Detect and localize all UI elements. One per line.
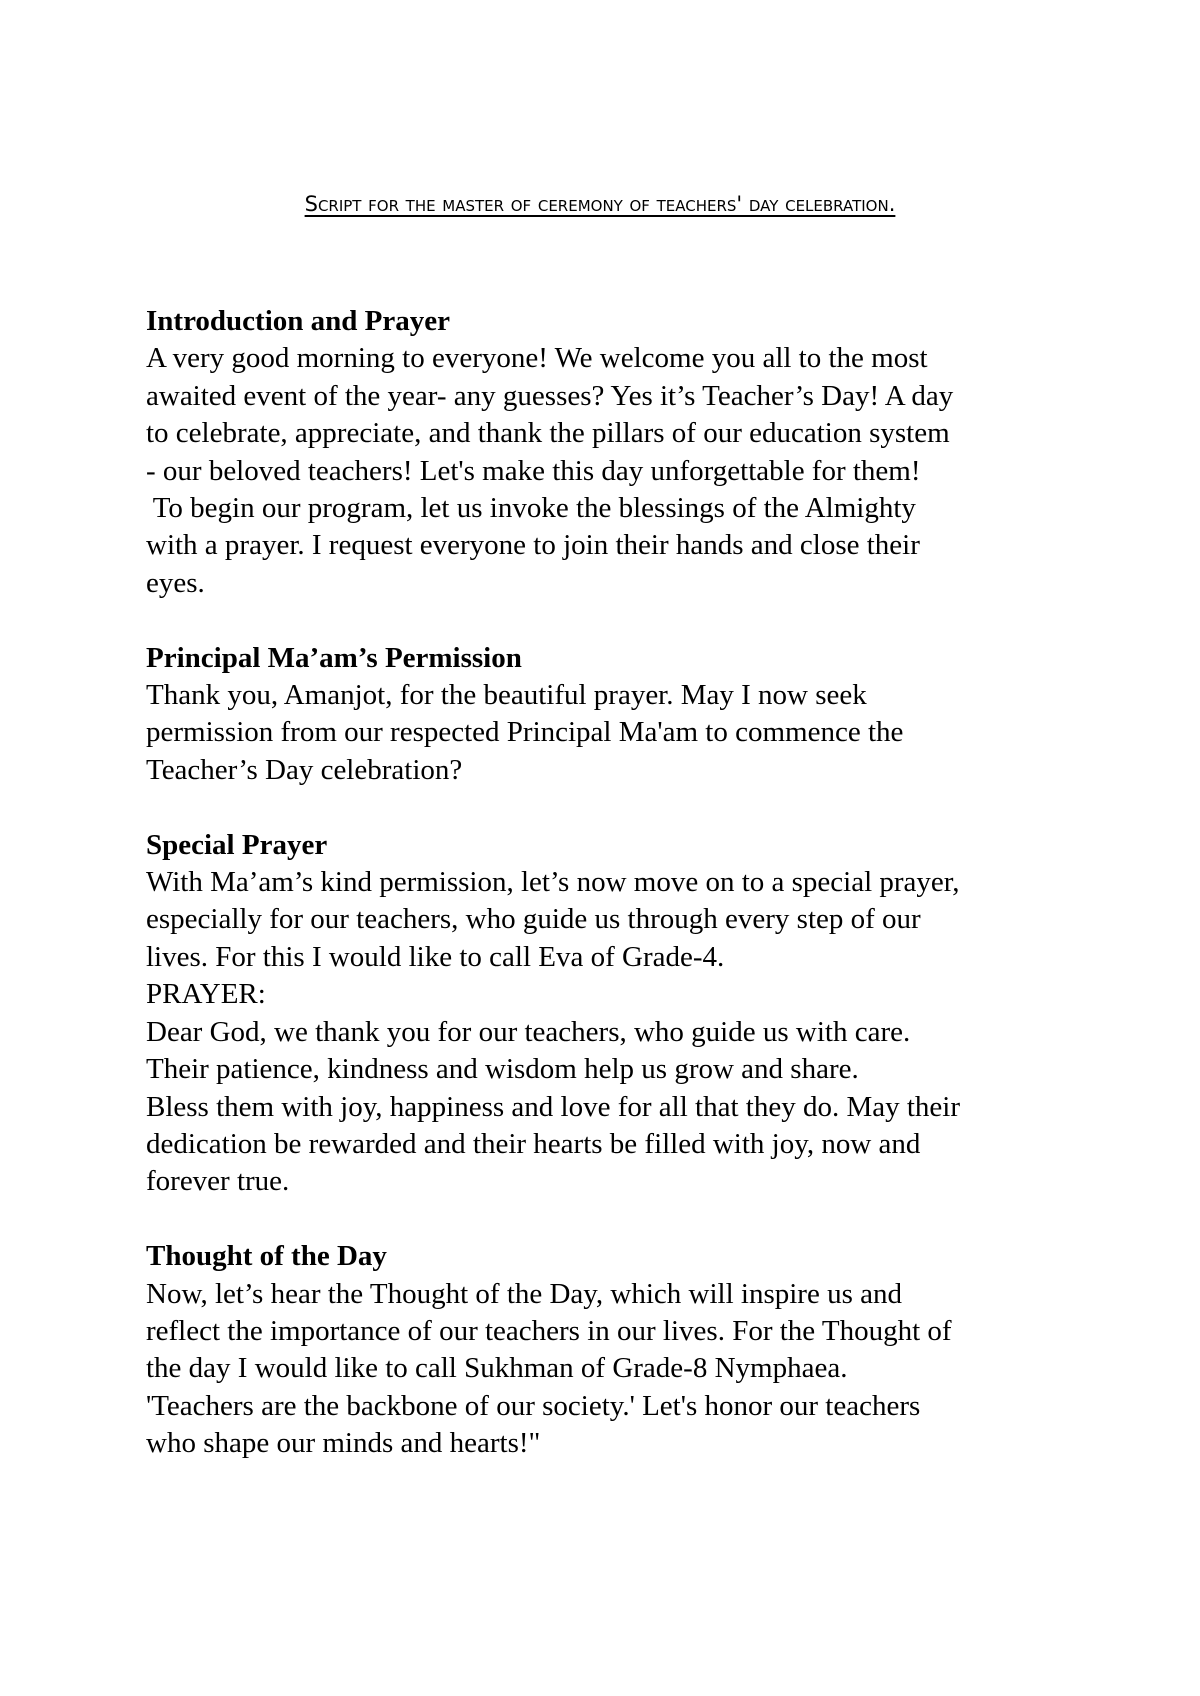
paragraph-line: dedication be rewarded and their hearts be filled with joy, now and bbox=[146, 1127, 921, 1160]
paragraph-line: the day I would like to call Sukhman of Grade-8 Nymphaea. bbox=[146, 1352, 848, 1385]
paragraph-line: A very good morning to everyone! We welcome you all to the most bbox=[146, 342, 928, 375]
paragraph-line: lives. For this I would like to call Eva of Grade-4. bbox=[146, 940, 725, 973]
section-heading: Introduction and Prayer bbox=[146, 305, 450, 337]
section-heading: Principal Ma’am’s Permission bbox=[146, 641, 522, 674]
document-body bbox=[146, 303, 1106, 1500]
paragraph-line: who shape our minds and hearts!" bbox=[146, 1427, 541, 1460]
paragraph-line: forever true. bbox=[146, 1165, 290, 1198]
section-special-prayer bbox=[146, 827, 1106, 1201]
paragraph-line: Teacher’s Day celebration? bbox=[146, 753, 463, 786]
paragraph-line: PRAYER: bbox=[146, 978, 266, 1011]
section-heading: Thought of the Day bbox=[146, 1240, 387, 1273]
document-title: Script for the master of ceremony of teachers' day celebration. bbox=[304, 192, 896, 216]
paragraph-line: permission from our respected Principal Ma'am to commence the bbox=[146, 716, 904, 749]
paragraph-line: especially for our teachers, who guide us through every step of our bbox=[146, 903, 921, 936]
section-principal-permission bbox=[146, 640, 1106, 790]
section-thought-of-the-day bbox=[146, 1238, 1106, 1462]
paragraph-line: With Ma’am’s kind permission, let’s now move on to a special prayer, bbox=[146, 866, 960, 899]
paragraph-line: To begin our program, let us invoke the blessings of the Almighty bbox=[146, 492, 916, 525]
paragraph-line: Thank you, Amanjot, for the beautiful prayer. May I now seek bbox=[146, 679, 867, 712]
paragraph-line: to celebrate, appreciate, and thank the pillars of our education system bbox=[146, 417, 950, 450]
paragraph-line: Bless them with joy, happiness and love for all that they do. May their bbox=[146, 1090, 960, 1123]
paragraph-line: reflect the importance of our teachers in our lives. For the Thought of bbox=[146, 1314, 952, 1347]
section-introduction-and-prayer bbox=[146, 303, 1106, 602]
paragraph-line: eyes. bbox=[146, 566, 205, 599]
paragraph-line: - our beloved teachers! Let's make this day unforgettable for them! bbox=[146, 454, 921, 487]
paragraph-line: Now, let’s hear the Thought of the Day, which will inspire us and bbox=[146, 1277, 902, 1310]
section-heading: Special Prayer bbox=[146, 828, 328, 861]
paragraph-line: Their patience, kindness and wisdom help us grow and share. bbox=[146, 1053, 859, 1086]
paragraph-line: awaited event of the year- any guesses? Yes it’s Teacher’s Day! A day bbox=[146, 379, 954, 412]
paragraph-line: Dear God, we thank you for our teachers, who guide us with care. bbox=[146, 1015, 911, 1048]
paragraph-line: 'Teachers are the backbone of our society.' Let's honor our teachers bbox=[146, 1389, 921, 1422]
paragraph-line: with a prayer. I request everyone to join their hands and close their bbox=[146, 529, 920, 562]
